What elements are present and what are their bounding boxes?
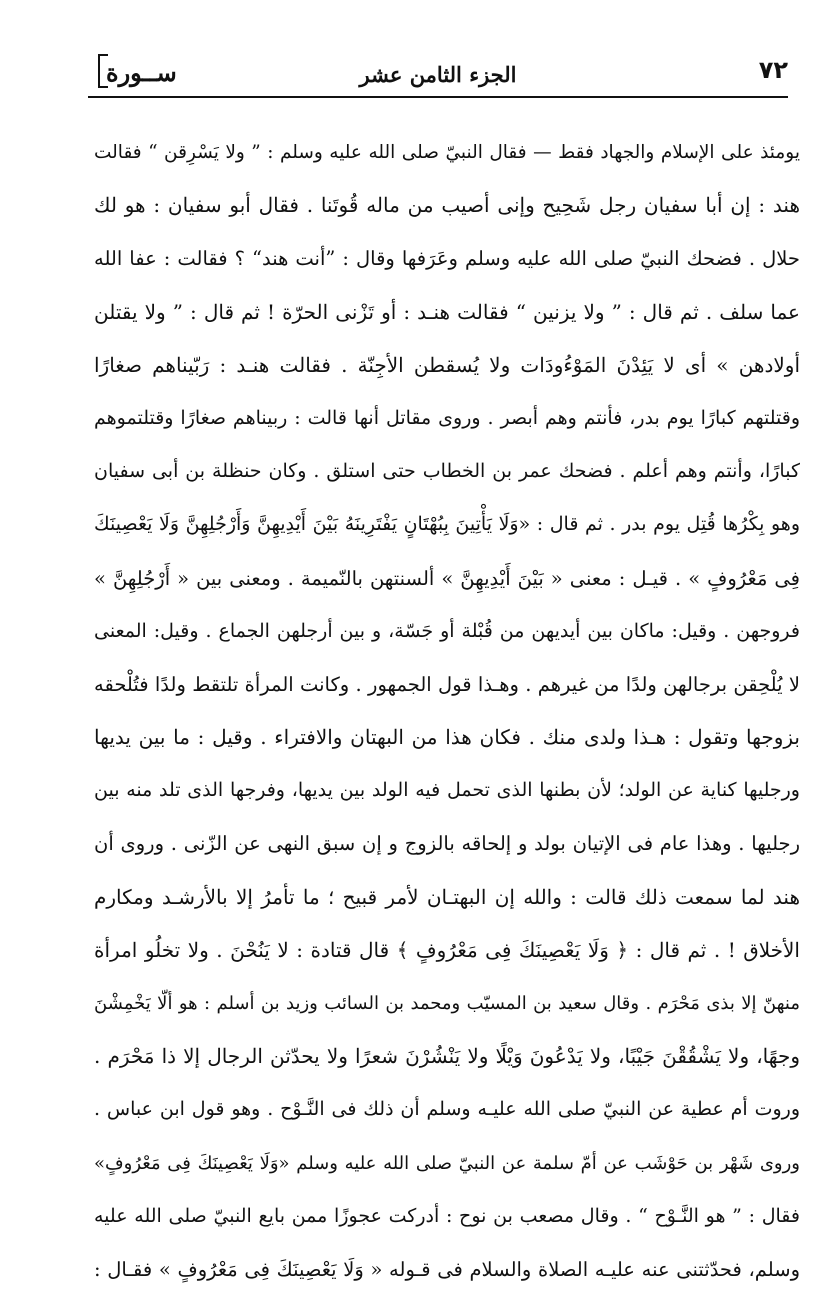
text-line: يومئذ على الإسلام والجهاد فقط — فقال النبيّ صلى الله عليه وسلم : ” ولا يَسْرِقن “ فقالت <box>94 142 800 163</box>
text-line: وقتلتهم كبارًا يوم بدر، فأنتم وهم أبصر . وروى مقاتل أنها قالت : ربيناهم صغارًا وقتلتموهم <box>94 406 800 429</box>
text-line: وجهًا، ولا يَشْقُقْنَ جَيْبًا، ولا يَدْعُونَ وَيْلًا ولا يَنْشُرْنَ شعرًا ولا يحدّثن الرجال إلا ذا مَحْرَم . <box>94 1044 800 1069</box>
text-line: رجليها . وهذا عام فى الإتيان بولد و إلحاقه بالزوج و إن سبق النهى عن الزّنى . وروى أن <box>94 832 800 856</box>
part-title: الجزء الثامن عشر <box>359 62 517 87</box>
text-line: أولادهن » أى لا يَئِدْنَ المَوْءُودَات ولا يُسقطن الأجِنّة . فقالت هنـد : رَبّيناهم صغارًا <box>94 352 800 377</box>
text-line: هند لما سمعت ذلك قالت : والله إن البهتـان لأمر قبيح ؛ ما تأمرُ إلا بالأرشـد ومكارم <box>94 884 800 909</box>
surah-label: ســورة <box>106 58 177 87</box>
text-line: وروت أم عطية عن النبيّ صلى الله عليـه وسلم أن ذلك فى النَّـوْح . وهو قول ابن عباس . <box>94 1098 800 1121</box>
text-line: فِى مَعْرُوفٍ » . قيـل : معنى « بَيْنَ أَيْدِيهِنَّ » ألسنتهن بالنّميمة . ومعنى بين « أَرْجُلِهِنَّ » <box>94 566 800 590</box>
text-line: لا يُلْحِقن برجالهن ولدًا من غيرهم . وهـذا قول الجمهور . وكانت المرأة تلتقط ولدًا فتُلْحقه <box>94 672 800 696</box>
text-line: فروجهن . وقيل: ماكان بين أيديهن من قُبْلة أو جَسّة، و بين أرجلهن الجماع . وقيل: المعنى <box>94 619 800 642</box>
page-number: ٧٢ <box>758 56 788 84</box>
text-line: عما سلف . ثم قال : ” ولا يزنين “ فقالت هنـد : أو تَزْنى الحرّة ! ثم قال : ” ولا يقتلن <box>94 299 800 324</box>
header-bracket <box>98 54 108 88</box>
body-text <box>94 126 800 1296</box>
text-line: وروى شَهْر بن حَوْشَب عن أمّ سلمة عن النبيّ صلى الله عليه وسلم «وَلَا يَعْصِينَكَ فِى مَعْرُوفٍ» <box>94 1152 800 1174</box>
page-header <box>88 52 788 98</box>
text-line: فقال : ” هو النَّـوْح “ . وقال مصعب بن نوح : أدركت عجوزًا ممن بايع النبيّ صلى الله عليه <box>94 1204 800 1227</box>
text-line: بزوجها وتقول : هـذا ولدى منك . فكان هذا من البهتان والافتراء . وقيل : ما بين يديها <box>94 725 800 750</box>
text-line: الأخلاق ! . ثم قال : ﴿ وَلَا يَعْصِينَكَ فِى مَعْرُوفٍ ﴾ قال قتادة : لا يَنُحْنَ . ولا تخلُو امرأة <box>94 937 800 962</box>
text-line: هند : إن أبا سفيان رجل شَحِيح وإنى أصيب من ماله قُوتَنا . فقال أبو سفيان : هو لك <box>94 193 800 218</box>
text-line: حلال . فضحك النبيّ صلى الله عليه وسلم وعَرَفها وقال : ”أنت هند“ ؟ فقالت : عفا الله <box>94 247 800 271</box>
text-line: وسلم، فحدّثتنى عنه عليـه الصلاة والسلام فى قـوله « وَلَا يَعْصِينَكَ فِى مَعْرُوفٍ » فقـال : <box>94 1257 800 1281</box>
text-line: كبارًا، وأنتم وهم أعلم . فضحك عمر بن الخطاب حتى استلق . وكان حنظلة بن أبى سفيان <box>94 460 800 483</box>
text-line: وهو بِكْرُها قُتِل يوم بدر . ثم قال : «وَلَا يَأْتِينَ بِبُهْتَانٍ يَفْتَرِينَهُ بَيْنَ أَيْدِيهِنَّ وَأَرْجُلِهِنَّ وَلَا يَعْصِينَكَ <box>94 513 800 536</box>
text-line: ورجليها كناية عن الولد؛ لأن بطنها الذى تحمل فيه الولد بين يديها، وفرجها الذى تلد منه بين <box>94 779 800 802</box>
text-line: منهنّ إلا بذى مَحْرَم . وقال سعيد بن المسيّب ومحمد بن السائب وزيد بن أسلم : هو ألّا يَخْمِشْنَ <box>94 993 800 1014</box>
